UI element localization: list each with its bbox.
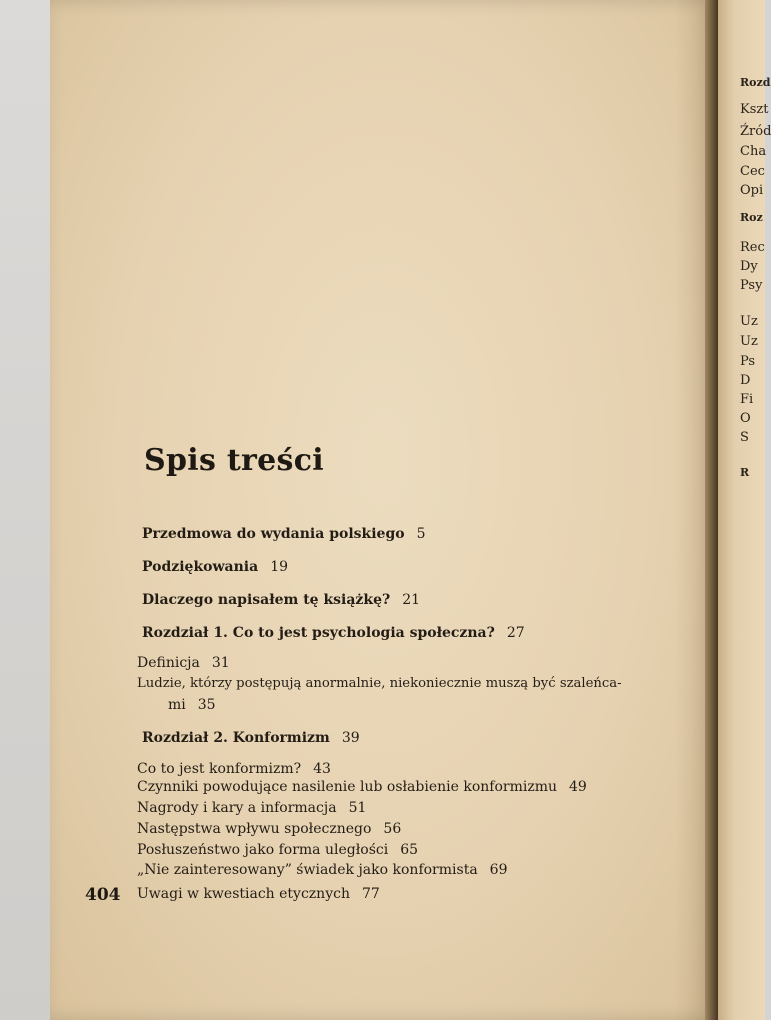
toc-chapter-heading: Rozdział 1. Co to jest psychologia społeczna? 27	[142, 625, 525, 641]
toc-entry-continuation: mi 35	[168, 697, 216, 713]
toc-entry: Następstwa wpływu społecznego 56	[137, 821, 402, 837]
facing-page-text: Uz	[740, 314, 758, 329]
toc-entry: Dlaczego napisałem tę książkę? 21	[142, 592, 421, 608]
facing-page-text: Dy	[740, 259, 758, 274]
facing-page-text: Cha	[740, 144, 767, 159]
facing-page-text: Uz	[740, 334, 758, 349]
facing-page-text: Kszt	[740, 102, 769, 117]
toc-entry: Przedmowa do wydania polskiego 5	[142, 526, 426, 542]
facing-page-text: Źród	[740, 124, 771, 139]
facing-page-text: Cec	[740, 164, 765, 179]
page-number: 404	[85, 885, 121, 905]
toc-chapter-heading: Rozdział 2. Konformizm 39	[142, 730, 360, 746]
facing-page-text: O	[740, 411, 751, 426]
toc-entry: Posłuszeństwo jako forma uległości 65	[137, 842, 419, 858]
facing-page-text: Rec	[740, 240, 765, 255]
toc-entry: „Nie zainteresowany” świadek jako konformista 69	[137, 862, 508, 878]
facing-page-text: S	[740, 430, 749, 445]
facing-page-text: Opi	[740, 183, 764, 198]
toc-entry: Nagrody i kary a informacja 51	[137, 800, 367, 816]
toc-entry: Podziękowania 19	[142, 559, 289, 575]
toc-entry: Uwagi w kwestiach etycznych 77	[137, 886, 380, 902]
facing-page-text: R	[740, 466, 750, 479]
page-title: Spis treści	[144, 443, 324, 478]
toc-entry: Czynniki powodujące nasilenie lub osłabienie konformizmu 49	[137, 779, 587, 795]
toc-entry: Ludzie, którzy postępują anormalnie, niekoniecznie muszą być szaleńca-	[137, 676, 622, 691]
facing-page-text: Ps	[740, 354, 756, 369]
facing-page	[718, 0, 771, 1020]
facing-page-text: D	[740, 373, 751, 388]
toc-entry: Co to jest konformizm? 43	[137, 761, 331, 777]
facing-page-text: Rozd	[740, 76, 771, 89]
facing-page-text: Psy	[740, 278, 763, 293]
facing-page-text: Fi	[740, 392, 754, 407]
facing-page-text: Roz	[740, 211, 763, 224]
toc-entry: Definicja 31	[137, 655, 230, 671]
